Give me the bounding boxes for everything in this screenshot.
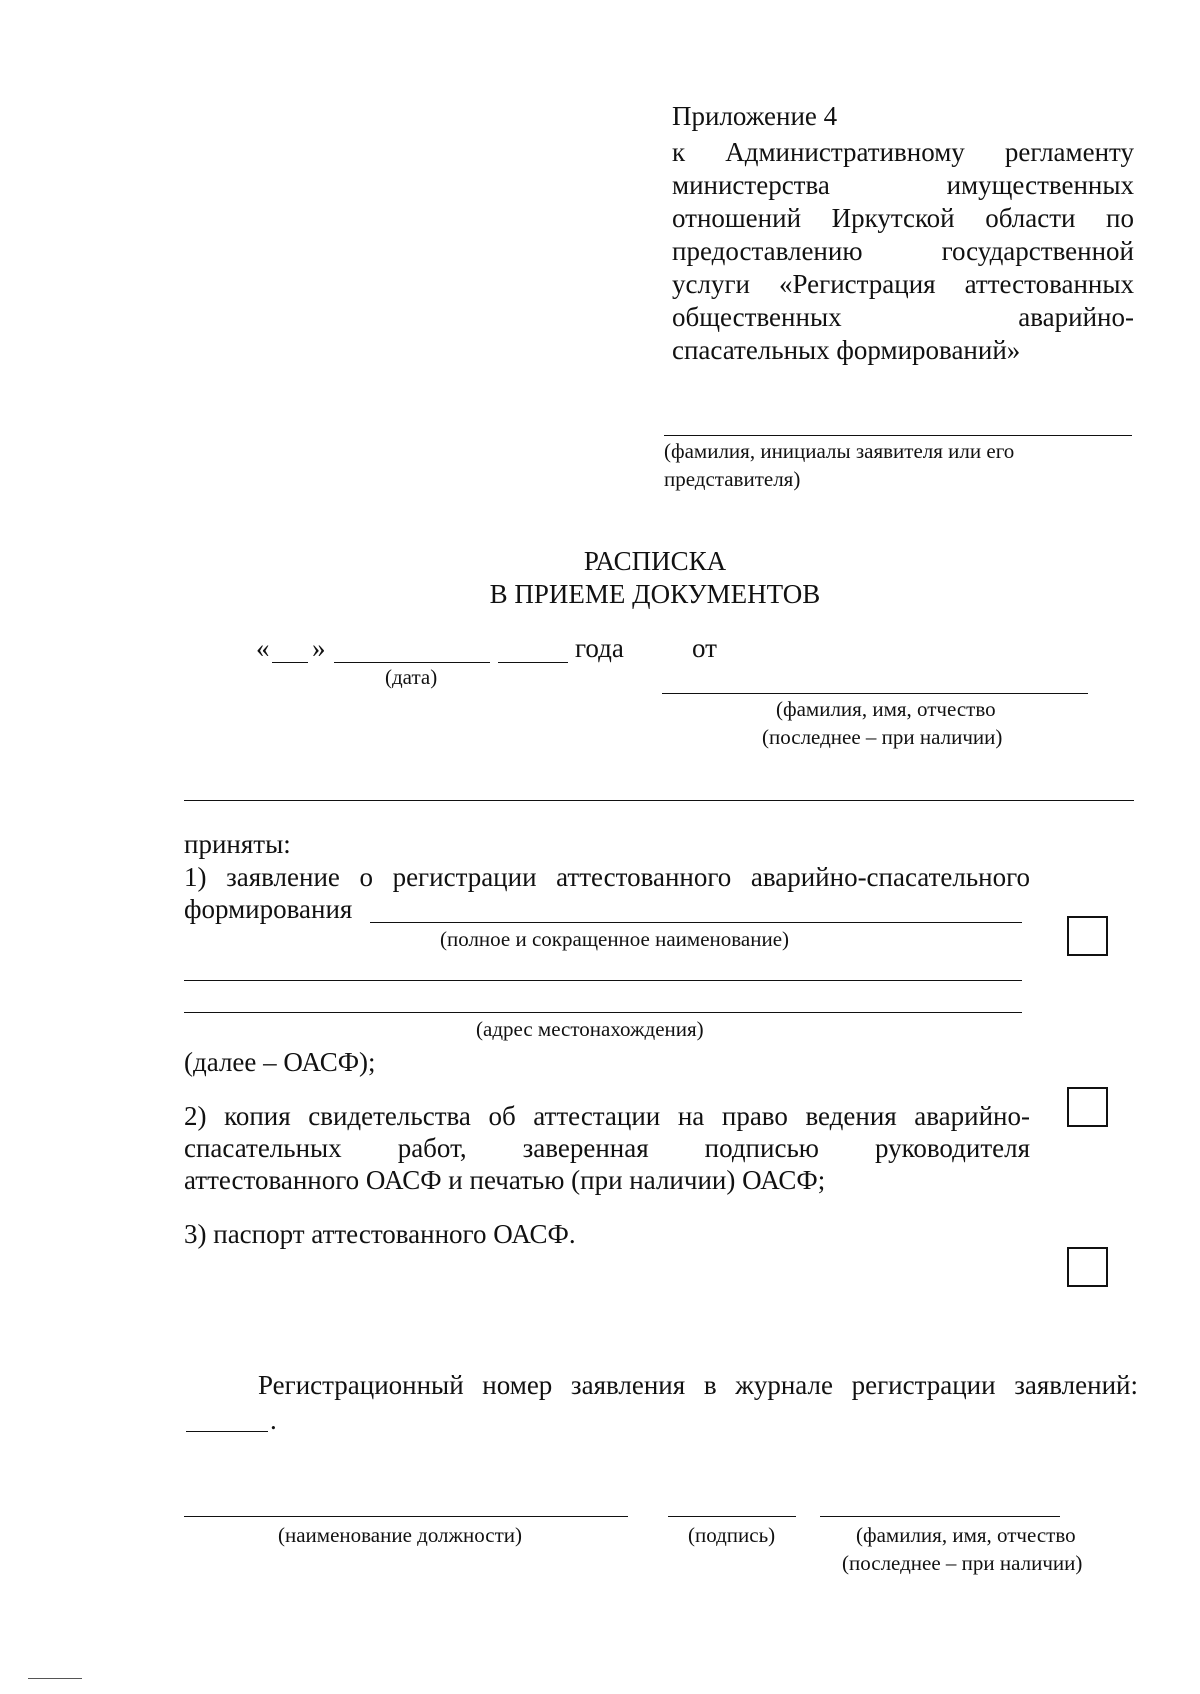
item-1-end: (далее – ОАСФ); — [184, 1047, 376, 1077]
date-quote-open: « — [256, 633, 270, 663]
document-subtitle: В ПРИЕМЕ ДОКУМЕНТОВ — [489, 579, 821, 609]
org-name-line-2 — [184, 980, 1022, 981]
org-name-caption: (полное и сокращенное наименование) — [440, 927, 790, 951]
signer-fio-caption-2: (последнее – при наличии) — [842, 1551, 1083, 1575]
date-month-line — [334, 662, 490, 663]
applicant-name-line — [664, 435, 1132, 436]
appendix-line-5: услуги «Регистрация аттестованных — [672, 269, 1134, 299]
appendix-line-2: министерства имущественных — [672, 170, 1134, 200]
applicant-caption-1: (фамилия, инициалы заявителя или его — [664, 439, 1015, 463]
date-year-line — [498, 662, 568, 663]
item-3-checkbox[interactable] — [1067, 1247, 1108, 1287]
date-from-word: от — [692, 633, 717, 663]
date-quote-close: » — [312, 633, 326, 663]
address-caption: (адрес местонахождения) — [476, 1017, 704, 1041]
appendix-line-7: спасательных формирований» — [672, 335, 1021, 365]
appendix-line-6: общественных аварийно- — [672, 302, 1134, 332]
item-2-line-1: 2) копия свидетельства об аттестации на право ведения аварийно- — [184, 1101, 1030, 1131]
signature-line — [668, 1516, 796, 1517]
footer-mark — [28, 1678, 82, 1679]
applicant-caption-2: представителя) — [664, 467, 801, 491]
item-1-line-1: 1) заявление о регистрации аттестованного аварийно-спасательного — [184, 862, 1030, 892]
date-caption: (дата) — [385, 665, 438, 689]
date-day-line — [272, 662, 308, 663]
registration-end: . — [270, 1405, 277, 1435]
signer-fio-caption-1: (фамилия, имя, отчество — [856, 1523, 1076, 1547]
item-2-line-2: спасательных работ, заверенная подписью руководителя — [184, 1133, 1030, 1163]
from-fio-caption-2: (последнее – при наличии) — [762, 725, 1003, 749]
registration-number-line — [186, 1431, 268, 1432]
accepted-label: приняты: — [184, 829, 291, 859]
appendix-line-3: отношений Иркутской области по — [672, 203, 1134, 233]
appendix-line-1: к Административному регламенту — [672, 137, 1134, 167]
signer-fio-line — [820, 1516, 1060, 1517]
signature-caption: (подпись) — [688, 1523, 776, 1547]
item-1-checkbox[interactable] — [1067, 916, 1108, 956]
date-year-word: года — [575, 633, 624, 663]
appendix-line-4: предоставлению государственной — [672, 236, 1134, 266]
org-name-line — [370, 922, 1022, 923]
full-width-line — [184, 800, 1134, 801]
document-title: РАСПИСКА — [583, 546, 727, 576]
item-2-line-3: аттестованного ОАСФ и печатью (при наличии) ОАСФ; — [184, 1165, 826, 1195]
from-fio-caption-1: (фамилия, имя, отчество — [776, 697, 996, 721]
position-caption: (наименование должности) — [278, 1523, 523, 1547]
registration-text: Регистрационный номер заявления в журнале регистрации заявлений: — [258, 1370, 1138, 1400]
item-2-checkbox[interactable] — [1067, 1087, 1108, 1127]
position-line — [184, 1516, 628, 1517]
item-3: 3) паспорт аттестованного ОАСФ. — [184, 1219, 576, 1249]
address-line — [184, 1012, 1022, 1013]
item-1-line-2: формирования — [184, 894, 353, 924]
from-fio-line — [662, 693, 1088, 694]
appendix-title: Приложение 4 — [672, 101, 838, 131]
